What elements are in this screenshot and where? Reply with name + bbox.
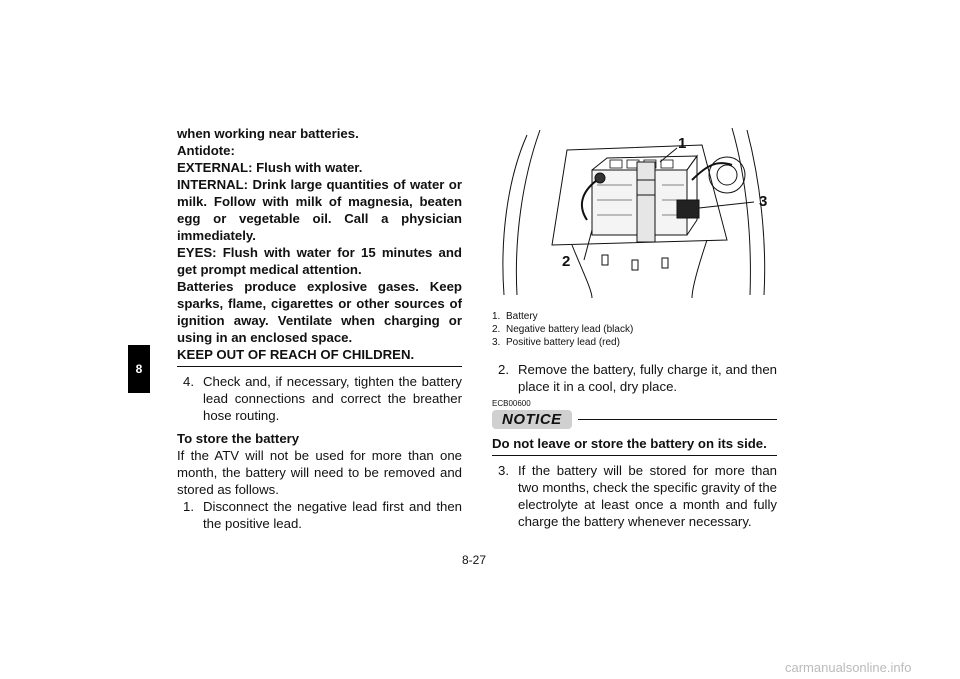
- figure-caption: [492, 310, 777, 349]
- warning-end-rule: [177, 366, 462, 367]
- step-number: 2.: [498, 362, 509, 377]
- warning-line: Antidote:: [177, 143, 235, 158]
- callout-3: 3: [759, 193, 768, 210]
- step-number: 4.: [183, 374, 194, 389]
- section-heading: To store the battery: [177, 431, 300, 446]
- notice-end-rule: [492, 455, 777, 456]
- store-step-1: [177, 498, 462, 532]
- section-intro: If the ATV will not be used for more than one month, the battery will need to be removed and stored as follows.: [177, 448, 462, 497]
- site-watermark: carmanualsonline.info: [785, 660, 912, 675]
- warning-line: Batteries produce explosive gases. Keep sparks, flame, cigarettes or other sources of ignition away. Ventilate when charging or using in an enclosed space.: [177, 279, 462, 345]
- step-4: [177, 373, 462, 424]
- caption-text: Positive battery lead (red): [506, 337, 620, 348]
- step-text: If the battery will be stored for more than two months, check the specific gravity of the electrolyte at least once a month and fully charge the battery whenever necessary.: [518, 463, 777, 529]
- caption-text: Negative battery lead (black): [506, 324, 634, 335]
- caption-item: [492, 336, 777, 349]
- battery-drawing: [492, 120, 777, 298]
- right-column: [492, 120, 777, 530]
- battery-illustration: [492, 120, 777, 298]
- step-number: 3.: [498, 463, 509, 478]
- store-step-2: [492, 361, 777, 395]
- step-number: 1.: [183, 499, 194, 514]
- notice-rule: [578, 419, 777, 420]
- chapter-tab: 8: [128, 345, 150, 393]
- caption-number: 2.: [492, 324, 501, 335]
- step-text: Disconnect the negative lead first and then the positive lead.: [203, 499, 462, 531]
- caption-number: 3.: [492, 337, 501, 348]
- step-text: Remove the battery, fully charge it, and then place it in a cool, dry place.: [518, 362, 777, 394]
- warning-line: EYES: Flush with water for 15 minutes and get prompt medical attention.: [177, 245, 462, 277]
- callout-1: 1: [678, 135, 687, 152]
- page-number: 8-27: [462, 553, 487, 567]
- notice-text: Do not leave or store the battery on its side.: [492, 436, 767, 451]
- warning-line: when working near batteries.: [177, 126, 359, 141]
- notice-code: ECB00600: [492, 399, 531, 408]
- caption-item: [492, 323, 777, 336]
- callout-2: 2: [562, 253, 571, 270]
- left-column: [177, 125, 462, 532]
- notice-badge: NOTICE: [492, 410, 572, 429]
- caption-text: Battery: [506, 311, 538, 322]
- warning-block: [177, 125, 462, 363]
- warning-line: EXTERNAL: Flush with water.: [177, 160, 363, 175]
- caption-number: 1.: [492, 311, 501, 322]
- caption-item: [492, 310, 777, 323]
- store-step-3: [492, 462, 777, 530]
- step-text: Check and, if necessary, tighten the battery lead connections and correct the breather hose routing.: [203, 374, 462, 423]
- warning-line: INTERNAL: Drink large quantities of water or milk. Follow with milk of magnesia, beaten egg or vegetable oil. Call a physician immediately.: [177, 177, 462, 243]
- warning-line: KEEP OUT OF REACH OF CHILDREN.: [177, 347, 415, 362]
- notice-header: [492, 410, 777, 429]
